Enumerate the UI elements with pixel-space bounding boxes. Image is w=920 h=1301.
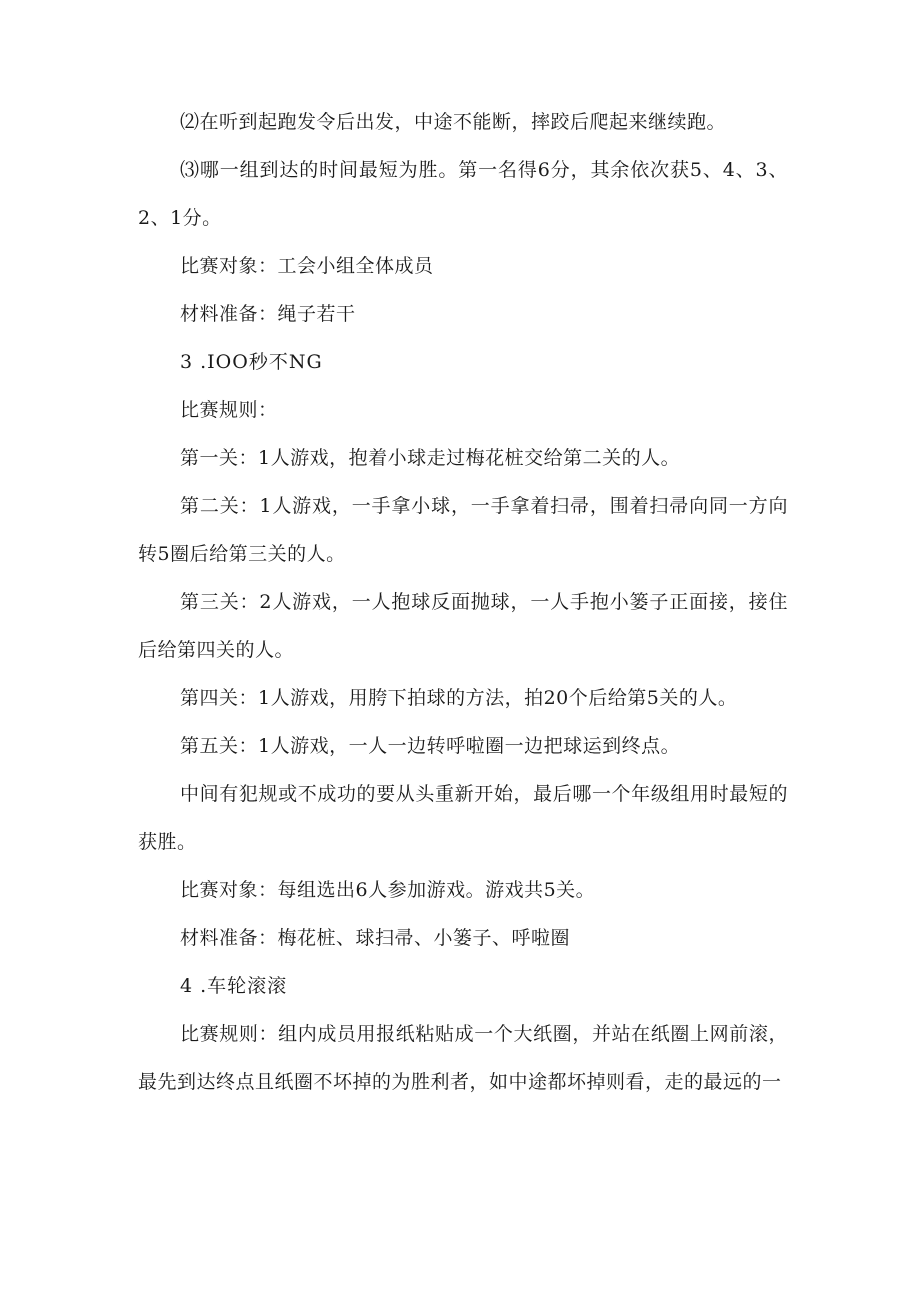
paragraph-target-2: 比赛对象：每组选出6人参加游戏。游戏共5关。 [180, 879, 596, 901]
section-heading-3: 3 .IOO秒不NG [180, 351, 323, 373]
document-page [138, 110, 788, 1118]
paragraph-rule-2: ⑵在听到起跑发令后出发，中途不能断，摔跤后爬起来继续跑。 [180, 111, 727, 133]
paragraph-level-2: 第二关：1人游戏，一手拿小球，一手拿着扫帚，围着扫帚向同一方向转5圈后给第三关的人。 [138, 495, 788, 565]
paragraph-rules-4: 比赛规则：组内成员用报纸粘贴成一个大纸圈，并站在纸圈上网前滚，最先到达终点且纸圈不坏掉的为胜利者，如中途都坏掉则看，走的最远的一 [138, 1023, 788, 1093]
paragraph-level-4: 第四关：1人游戏，用胯下拍球的方法，拍20个后给第5关的人。 [180, 687, 738, 709]
paragraph-rules-label: 比赛规则： [180, 399, 278, 421]
paragraph-materials-2: 材料准备：梅花桩、球扫帚、小篓子、呼啦圈 [180, 927, 571, 949]
paragraph-level-5: 第五关：1人游戏，一人一边转呼啦圈一边把球运到终点。 [180, 735, 681, 757]
paragraph-materials-1: 材料准备：绳子若干 [180, 303, 356, 325]
paragraph-level-3: 第三关：2人游戏，一人抱球反面抛球，一人手抱小篓子正面接，接住后给第四关的人。 [138, 591, 788, 661]
paragraph-level-1: 第一关：1人游戏，抱着小球走过梅花桩交给第二关的人。 [180, 447, 681, 469]
paragraph-rule-3: ⑶哪一组到达的时间最短为胜。第一名得6分，其余依次获5、4、3、2、1分。 [138, 159, 788, 229]
section-heading-4: 4 .车轮滚滚 [180, 975, 288, 997]
paragraph-target-1: 比赛对象：工会小组全体成员 [180, 255, 434, 277]
paragraph-restart-rule: 中间有犯规或不成功的要从头重新开始，最后哪一个年级组用时最短的获胜。 [138, 783, 788, 853]
